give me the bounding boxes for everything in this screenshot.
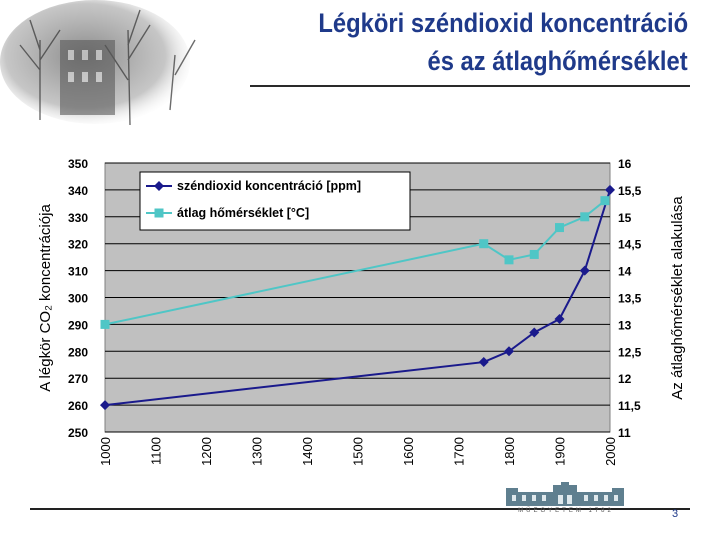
university-logo <box>498 482 633 508</box>
y2-tick-label: 14,5 <box>618 237 642 252</box>
y2-tick-label: 11 <box>618 426 631 440</box>
data-point-temperature <box>580 212 589 221</box>
y-tick-label: 350 <box>68 157 89 171</box>
data-point-temperature <box>555 223 564 232</box>
slide-title-line-2: és az átlaghőmérséklet <box>427 46 688 76</box>
y-tick-label: 250 <box>68 426 89 440</box>
slide-title-line-1: Légköri széndioxid koncentráció <box>318 8 688 38</box>
y2-tick-label: 13,5 <box>618 291 642 306</box>
x-tick-label: 1000 <box>98 437 113 466</box>
x-tick-label: 1100 <box>148 437 164 465</box>
y2-tick-label: 15,5 <box>618 183 642 198</box>
y2-tick-label: 14 <box>618 264 632 279</box>
y-tick-label: 310 <box>68 264 89 279</box>
y-tick-label: 280 <box>68 345 89 360</box>
x-tick-label: 1500 <box>350 437 366 466</box>
x-tick-label: 1600 <box>401 437 416 466</box>
y-tick-label: 270 <box>68 372 89 387</box>
data-point-temperature <box>479 239 488 248</box>
y2-tick-label: 16 <box>618 157 632 171</box>
data-point-temperature <box>530 250 539 259</box>
y2-tick-label: 12 <box>618 372 632 387</box>
y2-tick-label: 13 <box>618 318 632 333</box>
x-tick-label: 1300 <box>249 437 265 466</box>
y-tick-label: 320 <box>68 237 89 252</box>
y2-tick-label: 12,5 <box>618 345 642 360</box>
x-tick-label: 1700 <box>451 437 467 466</box>
page-number: 3 <box>672 508 679 520</box>
y-tick-label: 300 <box>68 291 89 306</box>
legend-label: széndioxid koncentráció [ppm] <box>177 179 362 193</box>
y-axis-label-right: Az átlaghőmérséklet alakulása <box>669 196 686 400</box>
x-tick-label: 2000 <box>603 437 618 466</box>
x-tick-label: 1200 <box>199 437 214 466</box>
legend-label: átlag hőmérséklet [°C] <box>177 206 310 220</box>
legend <box>140 172 410 230</box>
y-tick-label: 340 <box>68 183 89 198</box>
data-point-temperature <box>101 320 110 329</box>
legend-marker <box>155 209 164 218</box>
y-axis-label-left: A légkör CO₂ koncentrációja <box>37 204 54 392</box>
logo-caption: MŰEGYETEM 1782 <box>518 508 614 514</box>
x-tick-label: 1400 <box>300 437 315 466</box>
y2-tick-label: 15 <box>618 210 632 225</box>
x-tick-label: 1800 <box>502 437 517 466</box>
data-point-temperature <box>600 196 609 205</box>
y-tick-label: 290 <box>68 318 89 333</box>
y-tick-label: 260 <box>68 399 89 414</box>
y2-tick-label: 11,5 <box>618 399 641 414</box>
y-tick-label: 330 <box>68 210 89 225</box>
x-tick-label: 1900 <box>552 437 568 466</box>
data-point-temperature <box>505 255 514 264</box>
